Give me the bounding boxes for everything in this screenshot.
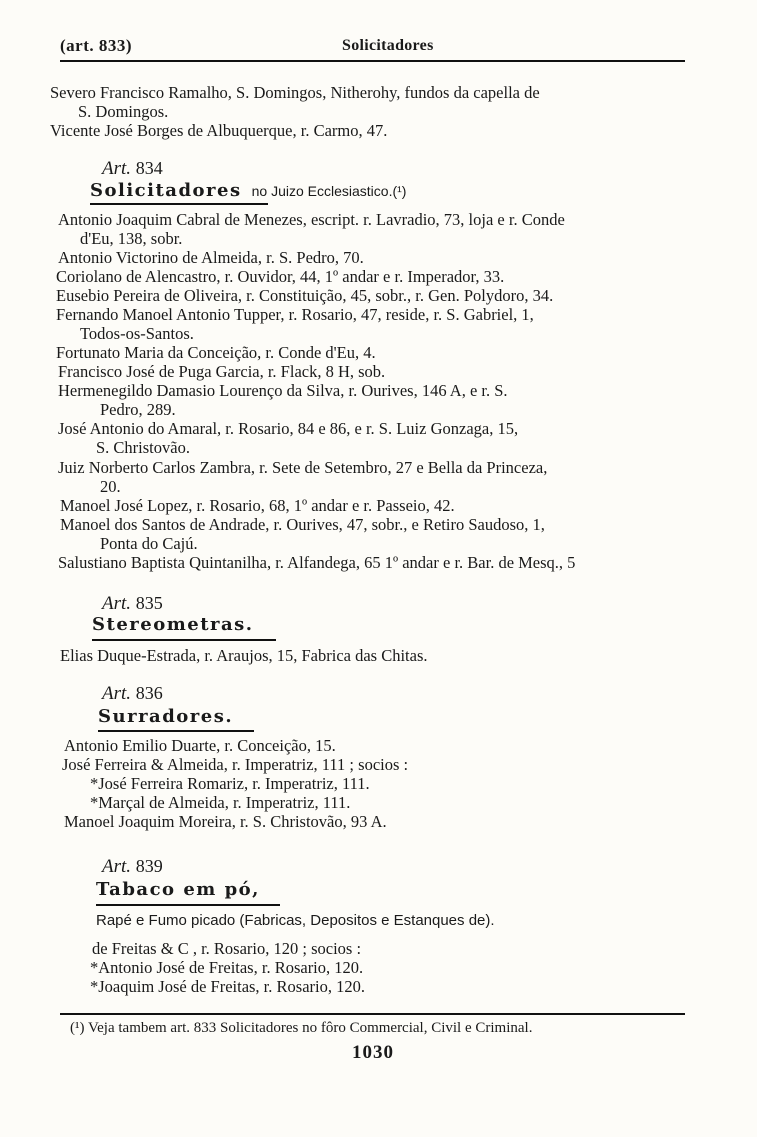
article-heading [102, 683, 163, 705]
entry-line: *Joaquim José de Freitas, r. Rosario, 120. [90, 977, 365, 996]
entry-line: *Antonio José de Freitas, r. Rosario, 120. [90, 958, 364, 977]
article-label: Art. [102, 683, 132, 704]
entry-line: de Freitas & C , r. Rosario, 120 ; socios : [92, 939, 362, 958]
entry-line: Hermenegildo Damasio Lourenço da Silva, r. Ourives, 146 A, e r. S. [58, 381, 508, 400]
entry-line: Fernando Manoel Antonio Tupper, r. Rosario, 47, reside, r. S. Gabriel, 1, [56, 305, 534, 324]
section-note: no Juizo Ecclesiastico.(¹) [251, 183, 407, 199]
section-title [90, 180, 406, 201]
entry-line: S. Domingos. [78, 102, 169, 121]
section-underline [92, 639, 276, 641]
section-title-text: Solicitadores [90, 180, 242, 201]
article-number: 836 [135, 683, 163, 703]
entry-line: S. Christovão. [96, 438, 190, 457]
entry-line: Manoel dos Santos de Andrade, r. Ourives, 47, sobr., e Retiro Saudoso, 1, [60, 515, 545, 534]
footnote-rule [60, 1013, 685, 1015]
entry-line: Ponta do Cajú. [100, 534, 198, 553]
entry-line: Fortunato Maria da Conceição, r. Conde d'Eu, 4. [56, 343, 376, 362]
article-number: 839 [135, 856, 163, 876]
entry-line: Salustiano Baptista Quintanilha, r. Alfandega, 65 1º andar e r. Bar. de Mesq., 5 [58, 553, 576, 572]
header-rule [60, 60, 685, 62]
entry-line: Coriolano de Alencastro, r. Ouvidor, 44, 1º andar e r. Imperador, 33. [56, 267, 505, 286]
entry-line: José Ferreira & Almeida, r. Imperatriz, 111 ; socios : [62, 755, 409, 774]
header-article-ref: (art. 833) [60, 36, 133, 55]
article-heading [102, 593, 163, 615]
entry-line: Francisco José de Puga Garcia, r. Flack, 8 H, sob. [58, 362, 386, 381]
entry-line: Manoel José Lopez, r. Rosario, 68, 1º andar e r. Passeio, 42. [60, 496, 455, 515]
entry-line: *Marçal de Almeida, r. Imperatriz, 111. [90, 793, 351, 812]
entry-line: Todos-os-Santos. [80, 324, 194, 343]
entry-line: José Antonio do Amaral, r. Rosario, 84 e 86, e r. S. Luiz Gonzaga, 15, [58, 419, 519, 438]
section-underline [90, 203, 268, 205]
entry-line: *José Ferreira Romariz, r. Imperatriz, 111. [90, 774, 370, 793]
entry-line: Vicente José Borges de Albuquerque, r. Carmo, 47. [50, 121, 388, 140]
page-number: 1030 [352, 1042, 394, 1063]
section-subtitle: Rapé e Fumo picado (Fabricas, Depositos e Estanques de). [96, 912, 495, 929]
entry-line: Pedro, 289. [100, 400, 176, 419]
entry-line: Severo Francisco Ramalho, S. Domingos, Nitherohy, fundos da capella de [50, 83, 540, 102]
section-title: Tabaco em pó, [96, 879, 260, 900]
entry-line: Antonio Emilio Duarte, r. Conceição, 15. [64, 736, 336, 755]
article-heading [102, 158, 163, 180]
section-title: Stereometras. [92, 614, 254, 635]
entry-line: Elias Duque-Estrada, r. Araujos, 15, Fabrica das Chitas. [60, 646, 428, 665]
entry-line: Juiz Norberto Carlos Zambra, r. Sete de Setembro, 27 e Bella da Princeza, [58, 458, 548, 477]
article-label: Art. [102, 593, 132, 614]
article-heading [102, 856, 163, 878]
article-label: Art. [102, 856, 132, 877]
header-title: Solicitadores [342, 37, 434, 54]
entry-line: 20. [100, 477, 121, 496]
article-number: 834 [135, 158, 163, 178]
section-underline [98, 730, 254, 732]
entry-line: Antonio Victorino de Almeida, r. S. Pedro, 70. [58, 248, 364, 267]
entry-line: Eusebio Pereira de Oliveira, r. Constituição, 45, sobr., r. Gen. Polydoro, 34. [56, 286, 554, 305]
footnote: (¹) Veja tambem art. 833 Solicitadores no fôro Commercial, Civil e Criminal. [70, 1020, 533, 1036]
entry-line: Manoel Joaquim Moreira, r. S. Christovão, 93 A. [64, 812, 387, 831]
running-header [60, 36, 685, 60]
entry-line: d'Eu, 138, sobr. [80, 229, 183, 248]
section-underline [96, 904, 280, 906]
article-label: Art. [102, 158, 132, 179]
section-title: Surradores. [98, 706, 234, 727]
article-number: 835 [135, 593, 163, 613]
entry-line: Antonio Joaquim Cabral de Menezes, escript. r. Lavradio, 73, loja e r. Conde [58, 210, 565, 229]
